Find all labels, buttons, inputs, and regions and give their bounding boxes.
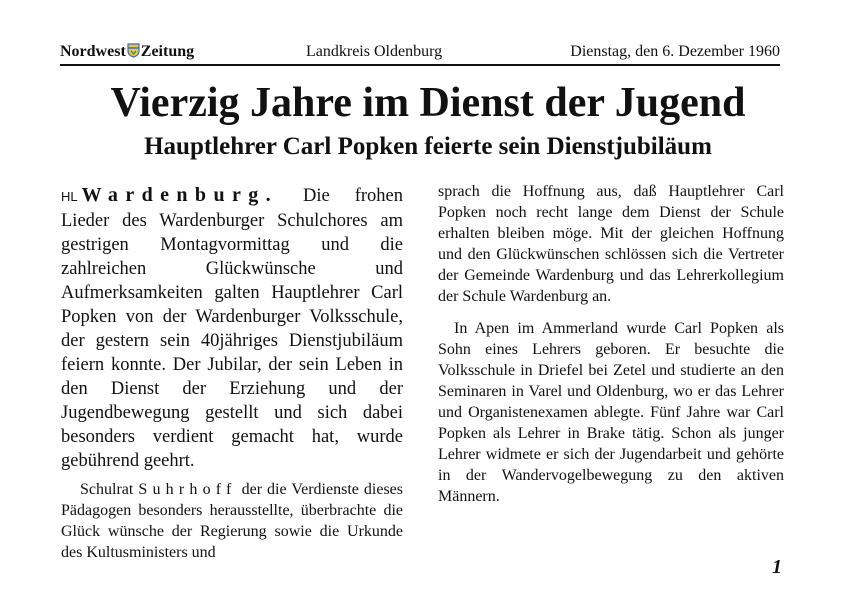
- paragraph-intro-text: Die frohen Lieder des Wardenburger Schulchores am gestrigen Montagvormittag und die zahlreichen Glückwünsche und Aufmerksamkeiten galten Hauptlehrer Carl Popken von der Wardenburger Volksschule, der gestern sein 40jähriges Dienstjubiläum feiern konnte. Der Jubilar, der sein Leben in den Dienst der Erziehung und der Jugendbewegung gestellt und sich dabei besonders verdient gemacht hat, wurde gebührend geehrt.: [61, 186, 404, 471]
- dateline: Wardenburg.: [81, 184, 279, 206]
- paragraph-schulrat-rest: der die Verdienste dieses Pädagogen besonders herausstellte, überbrachte die Glück wünsche der Regierung sowie die Urkunde des Kultusministers und: [61, 481, 403, 561]
- paragraph-continuation: sprach die Hoffnung aus, daß Hauptlehrer Carl Popken noch recht lange dem Dienst der Schule erhalten bleiben möge. Mit der gleichen Hoffnung und den Glückwünschen schlössen sich die Vertreter der Gemeinde Wardenburg und das Lehrerkollegium der Schule Wardenburg an.: [438, 183, 784, 305]
- page-number: 1: [772, 556, 782, 578]
- author-tag: HL: [61, 189, 78, 204]
- header-rule: [60, 64, 780, 66]
- masthead: [60, 41, 780, 65]
- newspaper-name: [60, 43, 194, 63]
- article-column-left: [61, 183, 403, 563]
- newspaper-name-part2: Zeitung: [140, 43, 195, 60]
- headline: Vierzig Jahre im Dienst der Jugend: [110, 80, 746, 126]
- schulrat-name: Suhrhoff: [138, 481, 237, 498]
- coat-of-arms-icon: [127, 43, 140, 63]
- issue-date: Dienstag, den 6. Dezember 1960: [570, 43, 780, 60]
- article-column-right: [438, 183, 784, 507]
- newspaper-name-part1: Nordwest: [60, 43, 126, 60]
- subheadline: Hauptlehrer Carl Popken feierte sein Dienstjubiläum: [144, 133, 712, 160]
- paragraph-intro: [61, 183, 403, 473]
- paragraph-schulrat-start: Schulrat: [80, 481, 134, 498]
- region-label: Landkreis Oldenburg: [306, 43, 443, 60]
- paragraph-biography: In Apen im Ammerland wurde Carl Popken als Sohn eines Lehrers geboren. Er besuchte die Volksschule in Driefel bei Zetel und studierte an den Seminaren in Varel und Oldenburg, wo er das Lehrer und Organistenexamen ablegte. Fünf Jahre war Carl Popken als Lehrer in Brake tätig. Schon als junger Lehrer widmete er sich der Jugendarbeit und gehörte in der Wandervogelbewegung zu den aktiven Männern.: [438, 320, 784, 505]
- paragraph-schulrat: [61, 479, 403, 563]
